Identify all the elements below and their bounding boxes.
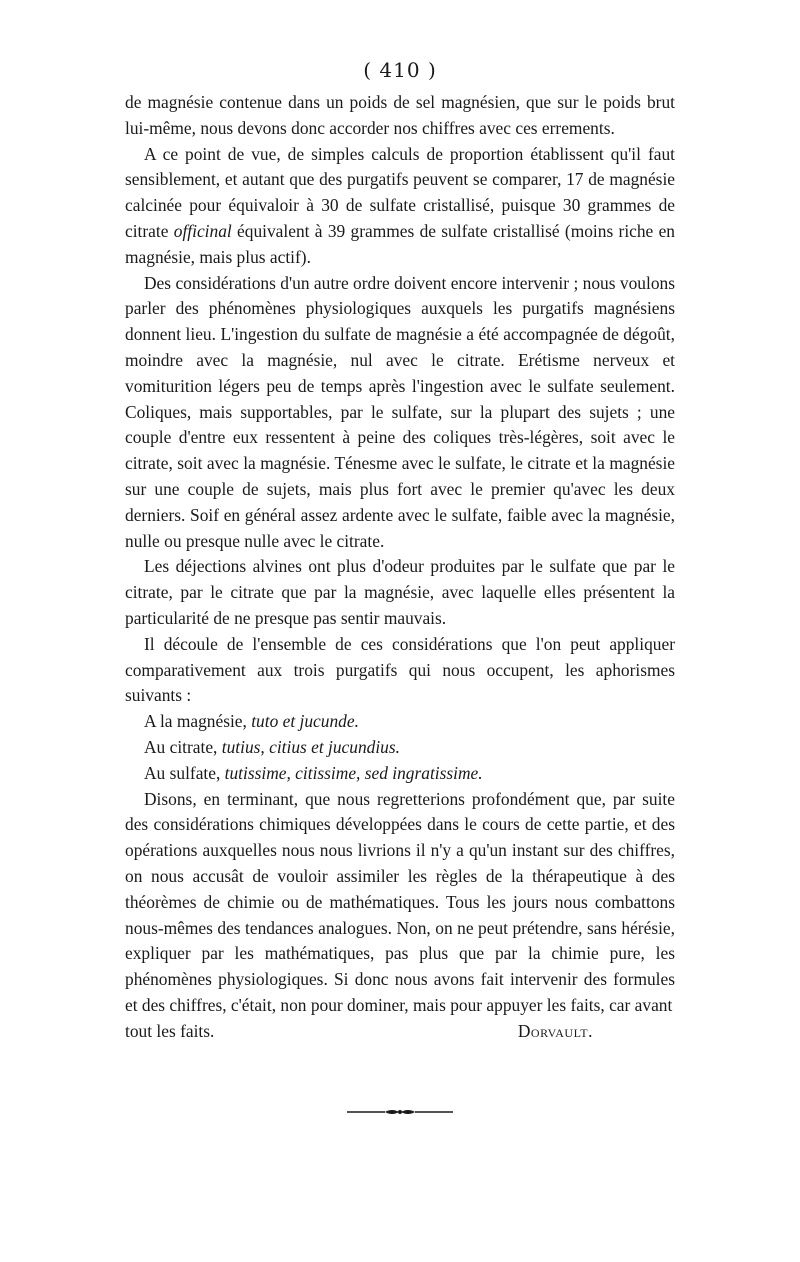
paragraph-2-end: équivalent à 39 grammes de sulfate cristallisé (moins riche en magnésie, mais plus actif).	[125, 220, 676, 267]
paragraph-4: Les déjections alvines ont plus d'odeur produites par le sulfate que par le citrate, par le citrate que par la magnésie, avec laquelle elles présentent la particularité de ne presque pas sentir mauvais.	[125, 556, 675, 628]
last-line: tout les faits.	[125, 1020, 215, 1041]
paragraph-1: de magnésie contenue dans un poids de sel magnésien, que sur le poids brut lui-même, nous devons donc accorder nos chiffres avec ces errements.	[125, 92, 675, 138]
paragraph-5: Il découle de l'ensemble de ces considérations que l'on peut appliquer comparativement aux trois purgatifs qui nous occupent, les aphorismes suivants :	[125, 633, 675, 706]
paragraph-2-start: A ce point de vue, de simples calculs de proportion établissent qu'il faut sensiblement, et autant que des purgatifs peuvent se comparer, 17 de magnésie calcinée pour équivaloir à 30 de sulfate cristallisé, puisque 30 grammes de citrate	[125, 143, 675, 241]
aphorism-prefix: A la magnésie,	[144, 711, 252, 732]
ornament-divider	[345, 1107, 455, 1117]
aphorism-prefix: Au citrate,	[144, 736, 222, 757]
page-number: ( 410 )	[363, 58, 437, 82]
aphorism-sulfate	[125, 761, 675, 787]
author-signature: Dorvault.	[517, 1020, 593, 1041]
body-text	[125, 90, 675, 1044]
aphorism-prefix: Au sulfate,	[144, 762, 225, 783]
aphorism-latin: tutissime, citissime, sed ingratissime.	[224, 762, 483, 783]
signoff-line	[125, 1019, 675, 1045]
aphorism-magnesia	[125, 709, 675, 735]
paragraph-2-italic: officinal	[173, 220, 232, 241]
aphorism-citrate	[125, 735, 675, 761]
paragraph-6: Disons, en terminant, que nous regretterions profondément que, par suite des considérations chimiques développées dans le cours de cette partie, et des opérations auxquelles nous nous livrions il n'y a qu'un instant sur des chiffres, on nous accusât de vouloir assimiler les règles de la thérapeutique à des théorèmes de chimie ou de mathématiques. Tous les jours nous combattons nous-mêmes des tendances analogues. Non, on ne peut prétendre, sans hérésie, expliquer par les mathématiques, pas plus que par la chimie pure, les phénomènes physiologiques. Si donc nous avons fait intervenir des formules et des chiffres, c'était, non pour dominer, mais pour appuyer les faits, car avant	[125, 788, 675, 1015]
paragraph-2	[125, 142, 675, 271]
paragraph-3: Des considérations d'un autre ordre doivent encore intervenir ; nous voulons parler des phénomènes physiologiques auxquels les purgatifs magnésiens donnent lieu. L'ingestion du sulfate de magnésie a été accompagnée de dégoût, moindre avec la magnésie, nul avec le citrate. Erétisme nerveux et vomiturition légers peu de temps après l'ingestion avec le sulfate seulement. Coliques, mais supportables, par le sulfate, sur la plupart des sujets ; une couple d'entre eux ressentent à peine des coliques très-légères, soit avec le citrate, soit avec la magnésie. Ténesme avec le sulfate, le citrate et la magnésie sur une couple de sujets, mais plus fort avec le premier qu'avec les deux derniers. Soif en général assez ardente avec le sulfate, faible avec la magnésie, nulle ou presque nulle avec le citrate.	[125, 272, 675, 551]
aphorism-latin: tuto et jucunde.	[251, 711, 359, 732]
aphorism-latin: tutius, citius et jucundius.	[221, 736, 400, 757]
